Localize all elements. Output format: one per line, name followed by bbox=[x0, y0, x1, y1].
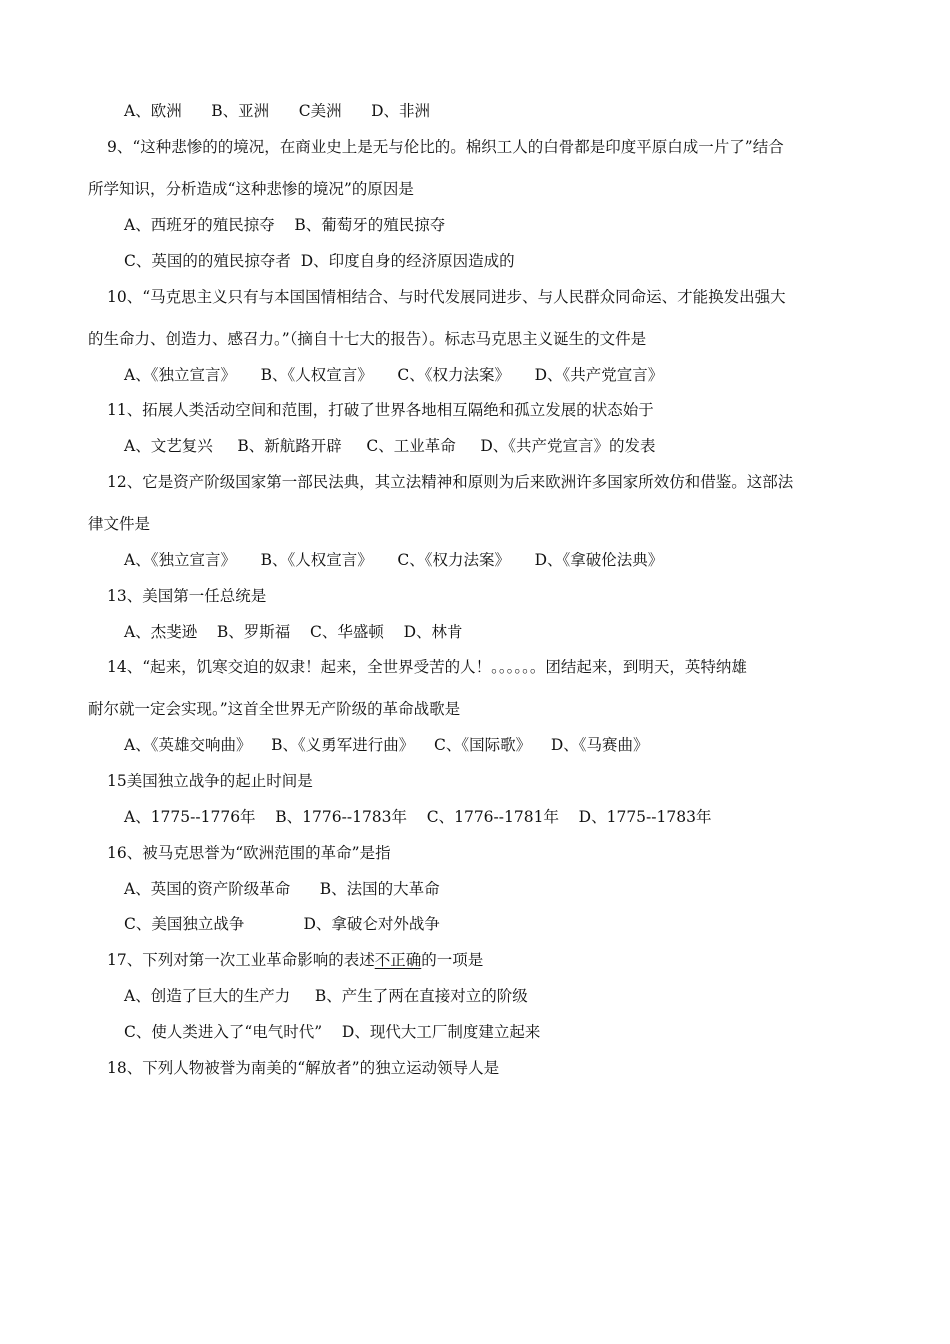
q17-options-cd: C、使人类进入了“电气时代” D、现代大工厂制度建立起来 bbox=[124, 1023, 541, 1041]
q9-stem: 9、“这种悲惨的的境况，在商业史上是无与伦比的。棉织工人的白骨都是印度平原白成一片了”结合 bbox=[107, 138, 784, 156]
q16-stem: 16、被马克思誉为“欧洲范围的革命”是指 bbox=[107, 844, 391, 862]
q13-options: A、杰斐逊 B、罗斯福 C、华盛顿 D、林肯 bbox=[124, 623, 463, 641]
q17-stem-post: 的一项是 bbox=[421, 951, 484, 969]
q16-options-cd: C、美国独立战争 D、拿破仑对外战争 bbox=[124, 915, 440, 933]
q13-stem: 13、美国第一任总统是 bbox=[107, 587, 267, 605]
q12-options: A、《独立宣言》 B、《人权宣言》 C、《权力法案》 D、《拿破伦法典》 bbox=[124, 551, 664, 569]
q17-options-ab: A、创造了巨大的生产力 B、产生了两在直接对立的阶级 bbox=[124, 987, 528, 1005]
q8-options: A、欧洲 B、亚洲 C美洲 D、非洲 bbox=[124, 102, 431, 120]
q11-stem: 11、拓展人类活动空间和范围，打破了世界各地相互隔绝和孤立发展的状态始于 bbox=[107, 401, 654, 419]
q12-stem: 12、它是资产阶级国家第一部民法典，其立法精神和原则为后来欧洲许多国家所效仿和借鉴。这部法 bbox=[107, 473, 794, 491]
q18-stem: 18、下列人物被誉为南美的“解放者”的独立运动领导人是 bbox=[107, 1059, 500, 1077]
q16-options-ab: A、英国的资产阶级革命 B、法国的大革命 bbox=[124, 880, 440, 898]
q11-options: A、文艺复兴 B、新航路开辟 C、工业革命 D、《共产党宣言》的发表 bbox=[124, 437, 656, 455]
q12-stem-cont: 律文件是 bbox=[88, 515, 151, 533]
q9-options-cd: C、英国的的殖民掠夺者 D、印度自身的经济原因造成的 bbox=[124, 252, 515, 270]
q10-options: A、《独立宣言》 B、《人权宣言》 C、《权力法案》 D、《共产党宣言》 bbox=[124, 366, 664, 384]
q9-stem-cont: 所学知识，分析造成“这种悲惨的境况”的原因是 bbox=[88, 180, 414, 198]
q17-stem-pre: 17、下列对第一次工业革命影响的表述 bbox=[107, 951, 375, 969]
q15-stem: 15美国独立战争的起止时间是 bbox=[107, 772, 313, 790]
q14-options: A、《英雄交响曲》 B、《义勇军进行曲》 C、《国际歌》 D、《马赛曲》 bbox=[124, 736, 649, 754]
q14-stem-cont: 耐尔就一定会实现。”这首全世界无产阶级的革命战歌是 bbox=[88, 700, 461, 718]
q15-options: A、1775--1776年 B、1776--1783年 C、1776--1781年 D、1775--1783年 bbox=[124, 808, 712, 826]
q17-underlined-term: 不正确 bbox=[374, 951, 422, 969]
q14-stem: 14、“起来，饥寒交迫的奴隶！起来，全世界受苦的人！。。。。。。团结起来，到明天，英特纳雄 bbox=[107, 658, 747, 676]
q17-stem bbox=[107, 950, 483, 970]
q10-stem-cont: 的生命力、创造力、感召力。”（摘自十七大的报告）。标志马克思主义诞生的文件是 bbox=[88, 330, 647, 348]
q10-stem: 10、“马克思主义只有与本国国情相结合、与时代发展同进步、与人民群众同命运、才能换发出强大 bbox=[107, 288, 786, 306]
q9-options-ab: A、西班牙的殖民掠夺 B、葡萄牙的殖民掠夺 bbox=[124, 216, 446, 234]
